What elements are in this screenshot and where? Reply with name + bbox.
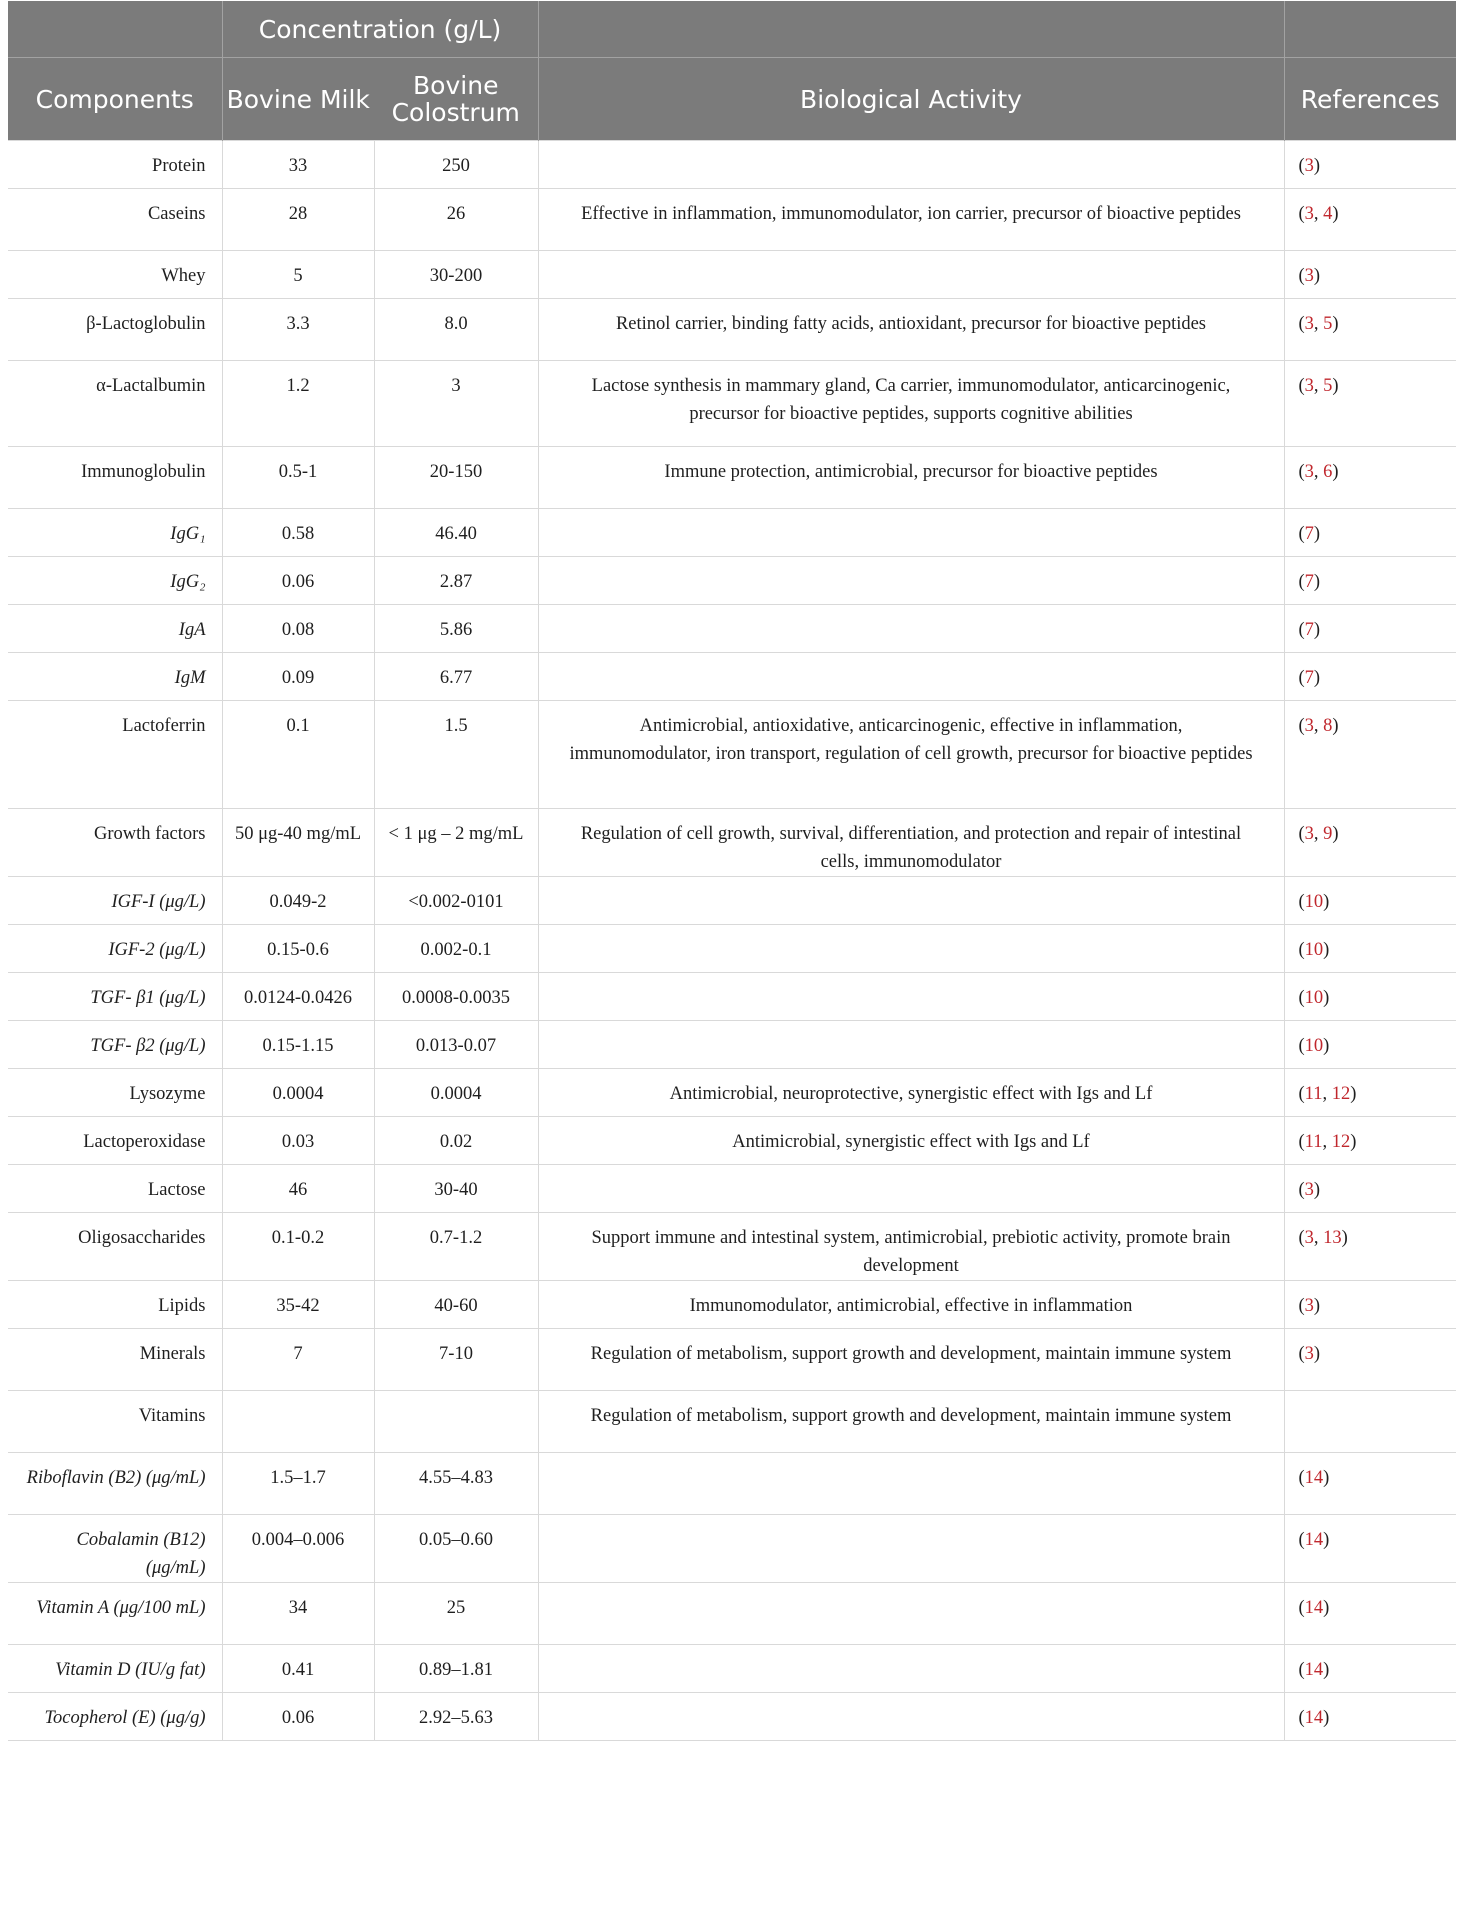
reference-link[interactable]: 3	[1304, 266, 1314, 286]
bovine-milk-cell: 1.2	[222, 361, 374, 447]
bovine-milk-cell: 5	[222, 251, 374, 299]
references-cell: (7)	[1284, 557, 1456, 605]
component-cell: β-Lactoglobulin	[8, 299, 222, 361]
table-row	[8, 1069, 1456, 1117]
reference-link[interactable]: 11	[1304, 1084, 1323, 1104]
component-cell: Lactoferrin	[8, 701, 222, 809]
references-cell: (10)	[1284, 877, 1456, 925]
references-cell: (3)	[1284, 251, 1456, 299]
biological-activity-cell: Antimicrobial, antioxidative, anticarcinogenic, effective in inflammation, immunomodulator, iron transport, regulation of cell growth, precursor for bioactive peptides	[538, 701, 1284, 809]
bovine-colostrum-cell: 46.40	[374, 509, 538, 557]
bovine-milk-cell: 0.004–0.006	[222, 1515, 374, 1583]
bovine-colostrum-cell: 5.86	[374, 605, 538, 653]
bovine-colostrum-cell: 4.55–4.83	[374, 1453, 538, 1515]
references-cell: (3, 5)	[1284, 299, 1456, 361]
bovine-milk-cell: 0.5-1	[222, 447, 374, 509]
biological-activity-cell	[538, 653, 1284, 701]
reference-link[interactable]: 5	[1323, 376, 1333, 396]
bovine-colostrum-cell: 1.5	[374, 701, 538, 809]
biological-activity-cell: Effective in inflammation, immunomodulator, ion carrier, precursor of bioactive peptides	[538, 189, 1284, 251]
biological-activity-cell	[538, 1645, 1284, 1693]
table-row	[8, 1281, 1456, 1329]
reference-link[interactable]: 3	[1304, 156, 1314, 176]
bovine-colostrum-cell: 8.0	[374, 299, 538, 361]
header-bovine-milk: Bovine Milk	[222, 58, 374, 141]
biological-activity-cell: Regulation of cell growth, survival, differentiation, and protection and repair of intestinal cells, immunomodulator	[538, 809, 1284, 877]
references-cell: (14)	[1284, 1453, 1456, 1515]
references-cell: (3, 5)	[1284, 361, 1456, 447]
reference-link[interactable]: 6	[1323, 462, 1333, 482]
references-cell: (3)	[1284, 1165, 1456, 1213]
biological-activity-cell: Antimicrobial, neuroprotective, synergistic effect with Igs and Lf	[538, 1069, 1284, 1117]
bovine-colostrum-cell: < 1 μg – 2 mg/mL	[374, 809, 538, 877]
table-body	[8, 141, 1456, 1741]
component-cell: Protein	[8, 141, 222, 189]
biological-activity-cell	[538, 925, 1284, 973]
reference-link[interactable]: 14	[1304, 1598, 1324, 1618]
table-row	[8, 1693, 1456, 1741]
component-cell: Vitamin D (IU/g fat)	[8, 1645, 222, 1693]
component-cell: IgM	[8, 653, 222, 701]
reference-link[interactable]: 14	[1304, 1708, 1324, 1728]
bovine-colostrum-cell: 2.87	[374, 557, 538, 605]
bovine-colostrum-cell: 25	[374, 1583, 538, 1645]
table-row	[8, 701, 1456, 809]
component-cell: Whey	[8, 251, 222, 299]
bovine-colostrum-cell: 0.89–1.81	[374, 1645, 538, 1693]
table-row	[8, 809, 1456, 877]
references-cell: (3, 8)	[1284, 701, 1456, 809]
references-cell: (11, 12)	[1284, 1069, 1456, 1117]
reference-link[interactable]: 7	[1304, 668, 1314, 688]
bovine-milk-cell: 0.08	[222, 605, 374, 653]
biological-activity-cell	[538, 605, 1284, 653]
biological-activity-cell	[538, 1515, 1284, 1583]
table-row	[8, 1021, 1456, 1069]
bovine-colostrum-cell: 30-200	[374, 251, 538, 299]
table-row	[8, 189, 1456, 251]
reference-link[interactable]: 3	[1304, 376, 1314, 396]
reference-link[interactable]: 12	[1331, 1132, 1351, 1152]
component-cell: TGF- β1 (μg/L)	[8, 973, 222, 1021]
bovine-milk-cell: 0.41	[222, 1645, 374, 1693]
table-row	[8, 653, 1456, 701]
biological-activity-cell: Immune protection, antimicrobial, precursor for bioactive peptides	[538, 447, 1284, 509]
component-cell: IgA	[8, 605, 222, 653]
component-cell: α-Lactalbumin	[8, 361, 222, 447]
bovine-milk-cell: 0.1	[222, 701, 374, 809]
table-row	[8, 509, 1456, 557]
table-row	[8, 1117, 1456, 1165]
bovine-colostrum-cell: 0.7-1.2	[374, 1213, 538, 1281]
bovine-milk-cell: 0.03	[222, 1117, 374, 1165]
component-cell: IGF-2 (μg/L)	[8, 925, 222, 973]
component-cell: IGF-I (μg/L)	[8, 877, 222, 925]
reference-link[interactable]: 5	[1323, 314, 1333, 334]
bovine-milk-cell: 33	[222, 141, 374, 189]
reference-link[interactable]: 10	[1304, 892, 1324, 912]
biological-activity-cell	[538, 1165, 1284, 1213]
bovine-milk-cell: 35-42	[222, 1281, 374, 1329]
reference-link[interactable]: 10	[1304, 988, 1324, 1008]
references-cell: (3)	[1284, 141, 1456, 189]
bovine-milk-cell: 0.58	[222, 509, 374, 557]
table-row	[8, 299, 1456, 361]
component-cell: IgG₁	[8, 509, 222, 557]
references-cell: (3, 6)	[1284, 447, 1456, 509]
references-cell: (3)	[1284, 1329, 1456, 1391]
reference-link[interactable]: 11	[1304, 1132, 1323, 1152]
reference-link[interactable]: 3	[1304, 716, 1314, 736]
bovine-milk-cell: 0.06	[222, 557, 374, 605]
header-components: Components	[8, 58, 222, 141]
bovine-milk-cell: 3.3	[222, 299, 374, 361]
reference-link[interactable]: 10	[1304, 1036, 1324, 1056]
table-row	[8, 973, 1456, 1021]
biological-activity-cell: Retinol carrier, binding fatty acids, antioxidant, precursor for bioactive peptides	[538, 299, 1284, 361]
reference-link[interactable]: 4	[1323, 204, 1333, 224]
bovine-colostrum-cell: 0.0008-0.0035	[374, 973, 538, 1021]
component-cell: Lactose	[8, 1165, 222, 1213]
bovine-milk-cell: 50 μg-40 mg/mL	[222, 809, 374, 877]
references-cell: (7)	[1284, 653, 1456, 701]
bovine-colostrum-cell: 30-40	[374, 1165, 538, 1213]
header-blank-1	[8, 1, 222, 58]
biological-activity-cell: Antimicrobial, synergistic effect with Igs and Lf	[538, 1117, 1284, 1165]
component-cell: Tocopherol (E) (μg/g)	[8, 1693, 222, 1741]
biological-activity-cell	[538, 141, 1284, 189]
bovine-colostrum-cell: 20-150	[374, 447, 538, 509]
bovine-milk-cell: 0.09	[222, 653, 374, 701]
reference-link[interactable]: 3	[1304, 1180, 1314, 1200]
references-cell: (3, 13)	[1284, 1213, 1456, 1281]
header-bovine-colostrum: Bovine Colostrum	[374, 58, 538, 141]
component-cell: Immunoglobulin	[8, 447, 222, 509]
references-cell: (11, 12)	[1284, 1117, 1456, 1165]
biological-activity-cell	[538, 1453, 1284, 1515]
reference-link[interactable]: 3	[1304, 462, 1314, 482]
bovine-colostrum-cell: 0.013-0.07	[374, 1021, 538, 1069]
biological-activity-cell: Lactose synthesis in mammary gland, Ca carrier, immunomodulator, anticarcinogenic, precursor for bioactive peptides, supports cognitive abilities	[538, 361, 1284, 447]
bovine-milk-cell: 34	[222, 1583, 374, 1645]
component-cell: Caseins	[8, 189, 222, 251]
header-biological-activity: Biological Activity	[538, 58, 1284, 141]
reference-link[interactable]: 7	[1304, 620, 1314, 640]
reference-link[interactable]: 9	[1323, 824, 1333, 844]
reference-link[interactable]: 3	[1304, 204, 1314, 224]
biological-activity-cell	[538, 557, 1284, 605]
table-row	[8, 251, 1456, 299]
table-row	[8, 1583, 1456, 1645]
table-row	[8, 1645, 1456, 1693]
table-row	[8, 877, 1456, 925]
biological-activity-cell: Immunomodulator, antimicrobial, effective in inflammation	[538, 1281, 1284, 1329]
reference-link[interactable]: 10	[1304, 940, 1324, 960]
reference-link[interactable]: 3	[1304, 314, 1314, 334]
bovine-colostrum-cell: <0.002-0101	[374, 877, 538, 925]
biological-activity-cell: Regulation of metabolism, support growth and development, maintain immune system	[538, 1391, 1284, 1453]
reference-link[interactable]: 3	[1304, 1296, 1314, 1316]
component-cell: Cobalamin (B12) (μg/mL)	[8, 1515, 222, 1583]
header-blank-3	[1284, 1, 1456, 58]
references-cell: (7)	[1284, 509, 1456, 557]
bovine-colostrum-cell: 0.002-0.1	[374, 925, 538, 973]
reference-link[interactable]: 8	[1323, 716, 1333, 736]
component-cell: Riboflavin (B2) (μg/mL)	[8, 1453, 222, 1515]
bovine-colostrum-cell: 3	[374, 361, 538, 447]
bovine-colostrum-cell: 6.77	[374, 653, 538, 701]
table-row	[8, 1391, 1456, 1453]
table-row	[8, 1165, 1456, 1213]
header-references: References	[1284, 58, 1456, 141]
bovine-milk-cell: 0.15-0.6	[222, 925, 374, 973]
reference-link[interactable]: 3	[1304, 824, 1314, 844]
reference-link[interactable]: 14	[1304, 1468, 1324, 1488]
biological-activity-cell: Support immune and intestinal system, antimicrobial, prebiotic activity, promote brain development	[538, 1213, 1284, 1281]
header-blank-2	[538, 1, 1284, 58]
table-row	[8, 361, 1456, 447]
table-container	[8, 1, 1456, 1741]
reference-link[interactable]: 7	[1304, 524, 1314, 544]
references-cell: (14)	[1284, 1693, 1456, 1741]
table-header	[8, 1, 1456, 141]
references-cell	[1284, 1391, 1456, 1453]
references-cell: (3, 9)	[1284, 809, 1456, 877]
reference-link[interactable]: 14	[1304, 1530, 1324, 1550]
component-cell: Oligosaccharides	[8, 1213, 222, 1281]
reference-link[interactable]: 12	[1331, 1084, 1351, 1104]
bovine-milk-cell: 7	[222, 1329, 374, 1391]
reference-link[interactable]: 14	[1304, 1660, 1324, 1680]
references-cell: (10)	[1284, 1021, 1456, 1069]
biological-activity-cell	[538, 1583, 1284, 1645]
references-cell: (14)	[1284, 1583, 1456, 1645]
biological-activity-cell	[538, 877, 1284, 925]
bovine-milk-cell: 0.0124-0.0426	[222, 973, 374, 1021]
bovine-colostrum-cell	[374, 1391, 538, 1453]
references-cell: (3, 4)	[1284, 189, 1456, 251]
reference-link[interactable]: 3	[1304, 1228, 1314, 1248]
biological-activity-cell	[538, 1693, 1284, 1741]
biological-activity-cell	[538, 509, 1284, 557]
bovine-milk-cell: 0.049-2	[222, 877, 374, 925]
bovine-colostrum-cell: 2.92–5.63	[374, 1693, 538, 1741]
bovine-milk-cell: 0.06	[222, 1693, 374, 1741]
component-cell: Vitamin A (μg/100 mL)	[8, 1583, 222, 1645]
component-cell: Vitamins	[8, 1391, 222, 1453]
table-row	[8, 1213, 1456, 1281]
references-cell: (3)	[1284, 1281, 1456, 1329]
table-row	[8, 557, 1456, 605]
component-cell: Lysozyme	[8, 1069, 222, 1117]
bovine-colostrum-cell: 0.0004	[374, 1069, 538, 1117]
bovine-milk-cell: 28	[222, 189, 374, 251]
table-row	[8, 1453, 1456, 1515]
bovine-colostrum-cell: 0.02	[374, 1117, 538, 1165]
bovine-milk-cell: 0.15-1.15	[222, 1021, 374, 1069]
bovine-colostrum-cell: 7-10	[374, 1329, 538, 1391]
component-cell: Lactoperoxidase	[8, 1117, 222, 1165]
bovine-colostrum-cell: 0.05–0.60	[374, 1515, 538, 1583]
references-cell: (10)	[1284, 973, 1456, 1021]
component-cell: Lipids	[8, 1281, 222, 1329]
table-row	[8, 447, 1456, 509]
bovine-milk-cell: 1.5–1.7	[222, 1453, 374, 1515]
reference-link[interactable]: 7	[1304, 572, 1314, 592]
component-cell: TGF- β2 (μg/L)	[8, 1021, 222, 1069]
reference-link[interactable]: 13	[1323, 1228, 1342, 1248]
table-row	[8, 925, 1456, 973]
bovine-milk-cell	[222, 1391, 374, 1453]
references-cell: (7)	[1284, 605, 1456, 653]
bovine-colostrum-cell: 26	[374, 189, 538, 251]
table-row	[8, 1515, 1456, 1583]
header-concentration: Concentration (g/L)	[222, 1, 538, 58]
table-row	[8, 141, 1456, 189]
component-cell: Growth factors	[8, 809, 222, 877]
bovine-milk-cell: 46	[222, 1165, 374, 1213]
bovine-colostrum-cell: 250	[374, 141, 538, 189]
biological-activity-cell	[538, 251, 1284, 299]
bovine-milk-cell: 0.0004	[222, 1069, 374, 1117]
reference-link[interactable]: 3	[1304, 1344, 1314, 1364]
references-cell: (10)	[1284, 925, 1456, 973]
references-cell: (14)	[1284, 1645, 1456, 1693]
table-row	[8, 1329, 1456, 1391]
references-cell: (14)	[1284, 1515, 1456, 1583]
biological-activity-cell: Regulation of metabolism, support growth and development, maintain immune system	[538, 1329, 1284, 1391]
components-table	[8, 1, 1456, 1741]
component-cell: Minerals	[8, 1329, 222, 1391]
table-row	[8, 605, 1456, 653]
bovine-colostrum-cell: 40-60	[374, 1281, 538, 1329]
biological-activity-cell	[538, 1021, 1284, 1069]
bovine-milk-cell: 0.1-0.2	[222, 1213, 374, 1281]
biological-activity-cell	[538, 973, 1284, 1021]
component-cell: IgG₂	[8, 557, 222, 605]
